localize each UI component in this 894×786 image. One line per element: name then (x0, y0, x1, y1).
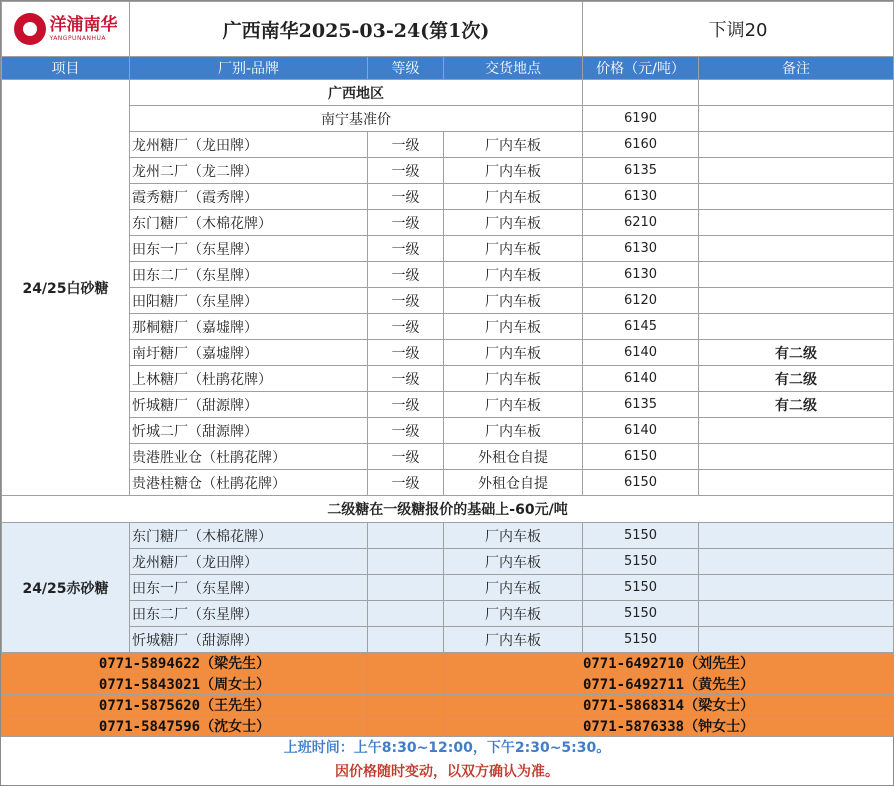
table-row (2, 549, 894, 575)
table-row (2, 627, 894, 653)
factory-brand: 上林糖厂（杜鹃花牌） (130, 366, 368, 392)
baseline-price: 6190 (583, 106, 699, 132)
contact-phone-left: 0771-5875620（王先生） (2, 695, 368, 716)
logo-english: YANGPUNANHUA (49, 34, 107, 42)
grade (368, 627, 444, 653)
price-table (1, 1, 894, 737)
table-row (2, 210, 894, 236)
price: 6135 (583, 392, 699, 418)
delivery-place: 厂内车板 (444, 366, 583, 392)
remark (699, 444, 894, 470)
contact-phone-right: 0771-6492710（刘先生） (444, 653, 894, 674)
factory-brand: 田阳糖厂（东星牌） (130, 288, 368, 314)
delivery-place: 厂内车板 (444, 392, 583, 418)
price: 6120 (583, 288, 699, 314)
price: 6140 (583, 340, 699, 366)
category-white-sugar: 24/25白砂糖 (2, 80, 130, 496)
contact-row (2, 674, 894, 695)
grade: 一级 (368, 470, 444, 496)
table-row (2, 184, 894, 210)
grade: 一级 (368, 184, 444, 210)
factory-brand: 忻城糖厂（甜源牌） (130, 627, 368, 653)
table-row (2, 523, 894, 549)
contact-phone-right: 0771-5876338（钟女士） (444, 716, 894, 737)
delivery-place: 厂内车板 (444, 418, 583, 444)
logo (2, 2, 130, 57)
baseline-label: 南宁基准价 (130, 106, 583, 132)
column-header: 备注 (699, 57, 894, 80)
factory-brand: 那桐糖厂（嘉墟牌） (130, 314, 368, 340)
delivery-place: 厂内车板 (444, 184, 583, 210)
price: 5150 (583, 627, 699, 653)
factory-brand: 龙州糖厂（龙田牌） (130, 549, 368, 575)
delivery-place: 厂内车板 (444, 210, 583, 236)
contact-row (2, 653, 894, 674)
factory-brand: 贵港胜业仓（杜鹃花牌） (130, 444, 368, 470)
grade: 一级 (368, 288, 444, 314)
remark (699, 210, 894, 236)
price: 6130 (583, 236, 699, 262)
delivery-place: 厂内车板 (444, 262, 583, 288)
region-row (2, 80, 894, 106)
grade (368, 549, 444, 575)
factory-brand: 忻城糖厂（甜源牌） (130, 392, 368, 418)
page-title: 广西南华2025-03-24(第1次) (130, 2, 583, 57)
delivery-place: 厂内车板 (444, 132, 583, 158)
table-row (2, 262, 894, 288)
contact-phone-left: 0771-5894622（梁先生） (2, 653, 368, 674)
table-row (2, 366, 894, 392)
column-header: 厂别-品牌 (130, 57, 368, 80)
grade: 一级 (368, 314, 444, 340)
price: 6130 (583, 184, 699, 210)
column-header: 项目 (2, 57, 130, 80)
baseline-row (2, 106, 894, 132)
empty-cell (699, 106, 894, 132)
footer (1, 727, 893, 785)
column-header: 价格（元/吨） (583, 57, 699, 80)
factory-brand: 田东一厂（东星牌） (130, 575, 368, 601)
price-disclaimer: 因价格随时变动，以双方确认为准。 (335, 764, 559, 780)
delivery-place: 厂内车板 (444, 627, 583, 653)
price: 6150 (583, 444, 699, 470)
empty-cell (583, 80, 699, 106)
delivery-place: 厂内车板 (444, 340, 583, 366)
price: 6140 (583, 418, 699, 444)
table-row (2, 132, 894, 158)
remark: 有二级 (699, 392, 894, 418)
column-header: 等级 (368, 57, 444, 80)
delivery-place: 厂内车板 (444, 158, 583, 184)
empty-cell (368, 695, 444, 716)
factory-brand: 霞秀糖厂（霞秀牌） (130, 184, 368, 210)
contact-phone-left: 0771-5847596（沈女士） (2, 716, 368, 737)
factory-brand: 东门糖厂（木棉花牌） (130, 523, 368, 549)
title-row (2, 2, 894, 57)
delivery-place: 外租仓自提 (444, 470, 583, 496)
remark: 有二级 (699, 340, 894, 366)
remark (699, 549, 894, 575)
grade (368, 575, 444, 601)
price: 5150 (583, 523, 699, 549)
price: 6210 (583, 210, 699, 236)
factory-brand: 忻城二厂（甜源牌） (130, 418, 368, 444)
remark (699, 601, 894, 627)
remark (699, 418, 894, 444)
column-header-row (2, 57, 894, 80)
contact-phone-right: 0771-5868314（梁女士） (444, 695, 894, 716)
remark (699, 314, 894, 340)
delivery-place: 厂内车板 (444, 575, 583, 601)
table-row (2, 418, 894, 444)
grade: 一级 (368, 418, 444, 444)
table-row (2, 236, 894, 262)
second-grade-note: 二级糖在一级糖报价的基础上-60元/吨 (2, 496, 894, 523)
delivery-place: 厂内车板 (444, 314, 583, 340)
remark (699, 132, 894, 158)
remark (699, 575, 894, 601)
column-header: 交货地点 (444, 57, 583, 80)
delivery-place: 外租仓自提 (444, 444, 583, 470)
factory-brand: 贵港桂糖仓（杜鹃花牌） (130, 470, 368, 496)
table-row (2, 601, 894, 627)
grade: 一级 (368, 444, 444, 470)
price-adjustment: 下调20 (583, 2, 894, 57)
grade: 一级 (368, 132, 444, 158)
grade: 一级 (368, 236, 444, 262)
table-row (2, 340, 894, 366)
table-row (2, 575, 894, 601)
price: 6150 (583, 470, 699, 496)
office-hours: 上班时间：上午8:30~12:00，下午2:30~5:30。 (283, 740, 611, 756)
remark (699, 627, 894, 653)
region-label: 广西地区 (130, 80, 583, 106)
remark (699, 470, 894, 496)
empty-cell (699, 80, 894, 106)
factory-brand: 龙州糖厂（龙田牌） (130, 132, 368, 158)
delivery-place: 厂内车板 (444, 549, 583, 575)
price: 5150 (583, 575, 699, 601)
remark (699, 184, 894, 210)
factory-brand: 南圩糖厂（嘉墟牌） (130, 340, 368, 366)
grade: 一级 (368, 158, 444, 184)
remark (699, 288, 894, 314)
remark (699, 158, 894, 184)
empty-cell (368, 653, 444, 674)
grade: 一级 (368, 392, 444, 418)
grade: 一级 (368, 262, 444, 288)
logo-mark-icon (14, 13, 46, 45)
remark (699, 236, 894, 262)
contact-phone-left: 0771-5843021（周女士） (2, 674, 368, 695)
grade: 一级 (368, 366, 444, 392)
table-row (2, 314, 894, 340)
price: 6135 (583, 158, 699, 184)
price: 6145 (583, 314, 699, 340)
factory-brand: 龙州二厂（龙二牌） (130, 158, 368, 184)
factory-brand: 田东二厂（东星牌） (130, 262, 368, 288)
table-row (2, 444, 894, 470)
table-row (2, 158, 894, 184)
remark: 有二级 (699, 366, 894, 392)
factory-brand: 东门糖厂（木棉花牌） (130, 210, 368, 236)
grade (368, 523, 444, 549)
contact-row (2, 695, 894, 716)
price: 6160 (583, 132, 699, 158)
table-row (2, 288, 894, 314)
contact-phone-right: 0771-6492711（黄先生） (444, 674, 894, 695)
grade: 一级 (368, 210, 444, 236)
price: 5150 (583, 601, 699, 627)
remark (699, 262, 894, 288)
delivery-place: 厂内车板 (444, 288, 583, 314)
empty-cell (368, 674, 444, 695)
table-row (2, 470, 894, 496)
price: 6140 (583, 366, 699, 392)
remark (699, 523, 894, 549)
table-row (2, 392, 894, 418)
grade: 一级 (368, 340, 444, 366)
delivery-place: 厂内车板 (444, 523, 583, 549)
category-red-sugar: 24/25赤砂糖 (2, 523, 130, 653)
second-grade-note-row (2, 496, 894, 523)
price: 5150 (583, 549, 699, 575)
delivery-place: 厂内车板 (444, 236, 583, 262)
logo-name: 洋浦南华 (49, 14, 118, 35)
delivery-place: 厂内车板 (444, 601, 583, 627)
factory-brand: 田东二厂（东星牌） (130, 601, 368, 627)
factory-brand: 田东一厂（东星牌） (130, 236, 368, 262)
grade (368, 601, 444, 627)
price: 6130 (583, 262, 699, 288)
